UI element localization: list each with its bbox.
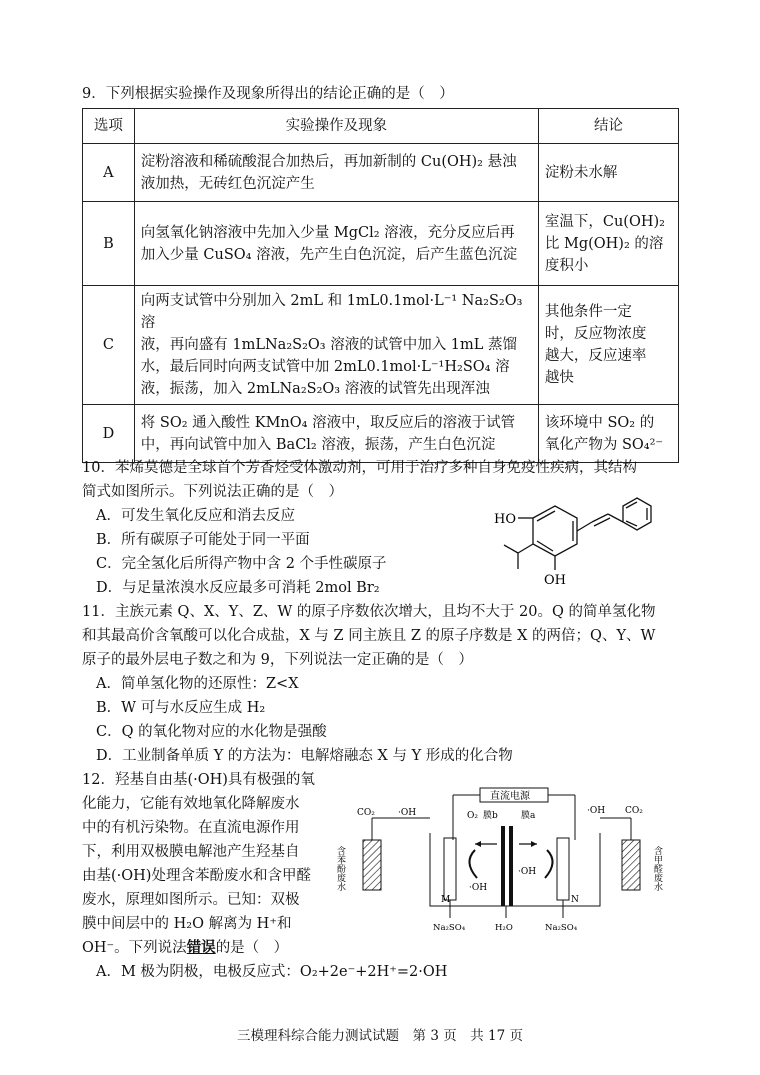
- q12-stem-line: 化能力，它能有效地氧化降解废水: [82, 796, 300, 812]
- q11-stem-line: 11．主族元素 Q、X、Y、Z、W 的原子序数依次增大，且均不大于 20。Q 的简单氢化物: [82, 604, 656, 620]
- h2o-label: H₂O: [495, 923, 513, 933]
- cell-line: 该环境中 SO₂ 的: [544, 414, 655, 431]
- option-label: B: [83, 202, 135, 286]
- q12-stem-line: 废水，原理如图所示。已知：双极: [82, 892, 300, 908]
- q12-stem-line: [82, 938, 288, 958]
- conclusion-cell: [538, 405, 678, 463]
- conclusion-cell: [538, 286, 678, 405]
- membrane-b-label: 膜b: [483, 811, 498, 821]
- co2-left-label: CO₂: [357, 808, 375, 818]
- cell-line: 液，再向盛有 1mLNa₂S₂O₃ 溶液的试管中加入 1mL 蒸馏: [140, 337, 518, 353]
- q9-table: [82, 108, 679, 463]
- oh-in-left-label: ·OH: [469, 883, 488, 893]
- cell-line: 液加热，无砖红色沉淀产生: [140, 175, 315, 192]
- q11-stem-line: 和其最高价含氧酸可以化合成盐，X 与 Z 同主族且 Z 的原子序数是 X 的两倍；Q、Y、W: [82, 628, 656, 644]
- cell-line: 其他条件一定: [544, 304, 632, 320]
- q10-option: C．完全氢化后所得产物中含 2 个手性碳原子: [96, 556, 387, 572]
- conclusion-cell: [538, 144, 678, 202]
- stem-text: OH⁻。下列说法: [82, 940, 187, 956]
- left-waste-label: 含苯酚废水: [335, 846, 345, 891]
- header-conclusion: 结论: [538, 109, 678, 144]
- cell-line: 越大，反应速率: [544, 348, 647, 364]
- ho-label: HO: [494, 512, 516, 527]
- co2-right-label: CO₂: [625, 806, 643, 816]
- oh-in-mid-label: ·OH: [518, 867, 537, 877]
- cell-line: 淀粉溶液和稀硫酸混合加热后，再加新制的 Cu(OH)₂ 悬浊: [140, 153, 517, 170]
- cell-line: 度积小: [544, 257, 589, 274]
- electrode-n-label: N: [571, 895, 579, 905]
- q12-stem-line: 下，利用双极膜电解池产生羟基自: [82, 844, 300, 860]
- cell-line: 加入少量 CuSO₄ 溶液，先产生白色沉淀，后产生蓝色沉淀: [140, 246, 518, 263]
- q12-option: A．M 极为阴极，电极反应式：O₂+2e⁻+2H⁺=2·OH: [96, 964, 448, 980]
- q12-stem-line: 膜中间层中的 H₂O 解离为 H⁺和: [82, 916, 292, 932]
- cell-line: 将 SO₂ 通入酸性 KMnO₄ 溶液中，取反应后的溶液于试管: [140, 414, 516, 431]
- q9-stem: 9．下列根据实验操作及现象所得出的结论正确的是（ ）: [82, 86, 454, 102]
- cell-line: 越快: [544, 370, 574, 386]
- tapinarof-structure: [480, 496, 670, 598]
- cell-line: 室温下，Cu(OH)₂: [544, 213, 665, 230]
- header-option: 选项: [83, 109, 135, 144]
- electrode-m-label: M: [441, 895, 451, 905]
- table-header-row: [83, 109, 679, 144]
- option-label: D: [83, 405, 135, 463]
- q11-option: B．W 可与水反应生成 H₂: [96, 700, 266, 716]
- option-label: C: [83, 286, 135, 405]
- cell-line: 向氢氧化钠溶液中先加入少量 MgCl₂ 溶液，充分反应后再: [140, 224, 515, 241]
- stem-text: 的是（ ）: [215, 940, 289, 956]
- table-row: [83, 286, 679, 405]
- cell-line: 淀粉未水解: [544, 164, 618, 181]
- q10-stem-line: 10．苯烯莫德是全球首个芳香烃受体激动剂，可用于治疗多种自身免疫性疾病，其结构: [82, 460, 637, 476]
- operation-cell: [134, 202, 538, 286]
- q10-stem-line: 简式如图所示。下列说法正确的是（ ）: [82, 484, 343, 500]
- emphasis-wrong: 错误: [186, 939, 216, 956]
- q10-option: B．所有碳原子可能处于同一平面: [96, 532, 310, 548]
- q10-option: A．可发生氧化反应和消去反应: [96, 508, 295, 524]
- oh-label: OH: [544, 573, 566, 588]
- cell-line: 时，反应物浓度: [544, 326, 647, 342]
- q12-stem-line: 12．羟基自由基(·OH)具有极强的氧: [82, 772, 315, 788]
- page-footer: 三模理科综合能力测试试题 第 3 页 共 17 页: [237, 1028, 523, 1044]
- operation-cell: [134, 405, 538, 463]
- q12-stem-line: 由基(·OH)处理含苯酚废水和含甲醛: [82, 868, 311, 884]
- cell-line: 氧化产物为 SO₄²⁻: [544, 436, 664, 453]
- power-label: 直流电源: [490, 791, 530, 802]
- q11-option: C．Q 的氧化物对应的水化物是强酸: [96, 724, 327, 740]
- operation-cell: [134, 144, 538, 202]
- oh-left-label: ·OH: [398, 808, 417, 818]
- cell-line: 中，再向试管中加入 BaCl₂ 溶液，振荡，产生白色沉淀: [140, 436, 496, 453]
- cell-line: 比 Mg(OH)₂ 的溶: [544, 235, 664, 252]
- q11-option: A．简单氢化物的还原性：Z<X: [96, 676, 299, 692]
- option-label: A: [83, 144, 135, 202]
- right-waste-label: 含甲醛废水: [652, 846, 662, 891]
- operation-cell: [134, 286, 538, 405]
- header-operation: 实验操作及现象: [134, 109, 538, 144]
- q10-option: D．与足量浓溴水反应最多可消耗 2mol Br₂: [96, 580, 380, 596]
- conclusion-cell: [538, 202, 678, 286]
- q11-stem-line: 原子的最外层电子数之和为 9，下列说法一定正确的是（ ）: [82, 652, 473, 668]
- q11-option: D．工业制备单质 Y 的方法为：电解熔融态 X 与 Y 形成的化合物: [96, 748, 513, 764]
- cell-line: 水，最后同时向两支试管中加 2mL0.1mol·L⁻¹H₂SO₄ 溶: [140, 359, 510, 375]
- na2so4-left-label: Na₂SO₄: [433, 923, 466, 933]
- table-row: [83, 202, 679, 286]
- cell-line: 液，振荡，加入 2mLNa₂S₂O₃ 溶液的试管先出现浑浊: [140, 381, 490, 397]
- electrolysis-diagram: [335, 778, 675, 948]
- oh-right-label: ·OH: [587, 806, 606, 816]
- cell-line: 向两支试管中分别加入 2mL 和 1mL0.1mol·L⁻¹ Na₂S₂O₃ 溶: [140, 293, 523, 331]
- table-row: [83, 144, 679, 202]
- na2so4-right-label: Na₂SO₄: [545, 923, 578, 933]
- q12-stem-line: 中的有机污染物。在直流电源作用: [82, 820, 300, 836]
- o2-label: O₂: [467, 811, 478, 821]
- table-row: [83, 405, 679, 463]
- membrane-a-label: 膜a: [521, 811, 536, 821]
